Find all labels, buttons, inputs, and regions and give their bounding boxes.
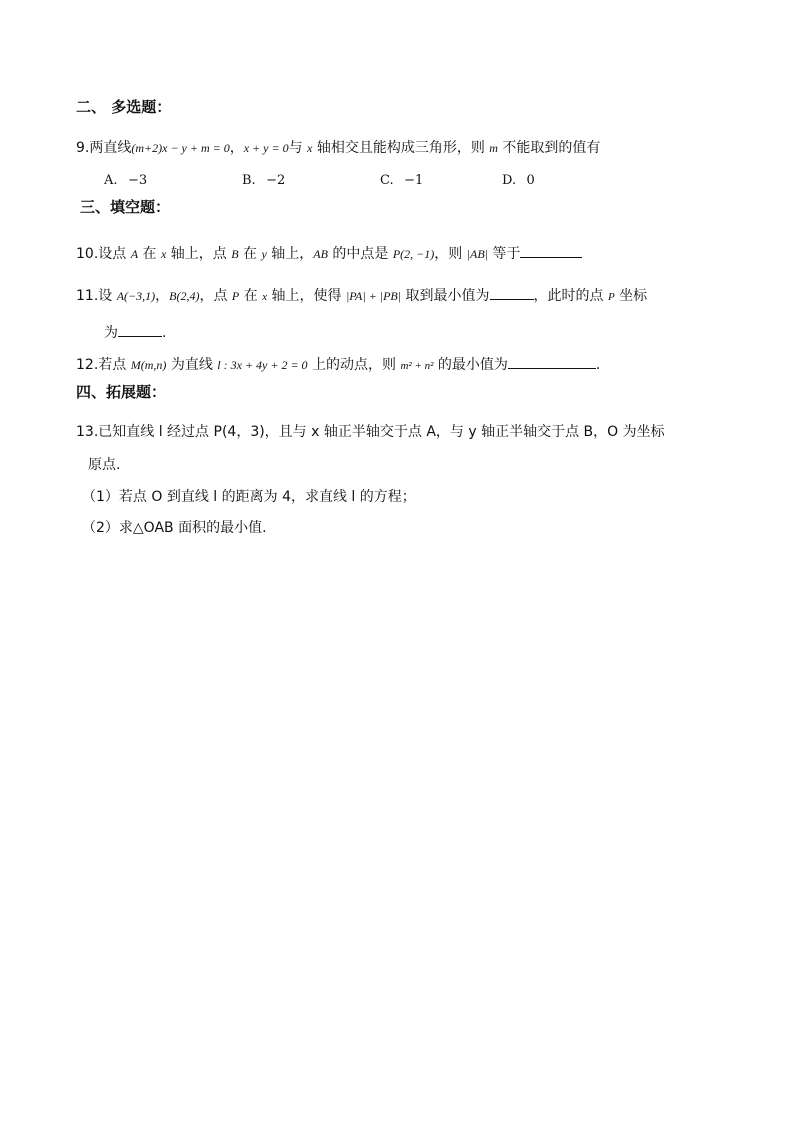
q9-option-c xyxy=(380,170,423,191)
q12-expression: m² + n² xyxy=(400,360,434,372)
q10-var-x: x xyxy=(160,247,167,261)
q12-answer-blank[interactable] xyxy=(508,354,596,369)
q11-var-p-2: P xyxy=(607,291,615,303)
q13-stem: 已知直线 l 经过点 P(4，3)，且与 x 轴正半轴交于点 A，与 y 轴正半轴交于点 B，O 为坐标 xyxy=(98,424,665,440)
option-d-value: 0 xyxy=(526,173,535,188)
q11-sum-expr: |PA| + |PB| xyxy=(345,289,402,303)
q11-text-8: 坐标 xyxy=(614,288,648,304)
q10-answer-blank[interactable] xyxy=(520,243,582,258)
q12-point-m: M(m,n) xyxy=(130,358,167,372)
q12-text-1: 若点 xyxy=(98,357,131,373)
option-c-letter: C. xyxy=(380,173,394,188)
q12-line-equation: l : 3x + 4y + 2 = 0 xyxy=(217,358,308,372)
q10-midpoint-p: P(2, −1) xyxy=(392,247,435,261)
q9-text-4: 轴相交且能构成三角形，则 xyxy=(312,140,490,156)
q11-text-3: ，点 xyxy=(199,288,232,304)
q11-text-10: . xyxy=(162,325,167,341)
q9-equation-1: (m+2)x − y + m = 0 xyxy=(131,141,230,155)
option-a-letter: A. xyxy=(104,173,118,188)
q9-option-d xyxy=(502,170,535,191)
q11-var-p: P xyxy=(231,289,240,303)
section-4-heading: 四、拓展题： xyxy=(76,383,167,401)
section-3-heading: 三、填空题： xyxy=(80,198,171,216)
q10-var-y: y xyxy=(261,247,267,261)
question-11-number: 11. xyxy=(76,288,99,304)
q10-text-5: 轴上， xyxy=(266,246,314,262)
question-9-number: 9. xyxy=(76,140,90,156)
q9-text-1: 两直线 xyxy=(89,140,132,156)
question-13-number: 13. xyxy=(76,424,99,440)
q9-text-5: 不能取到的值有 xyxy=(497,140,601,156)
q11-text-1: 设 xyxy=(98,288,117,304)
q9-text-2: ， xyxy=(229,140,244,156)
question-9 xyxy=(76,138,600,158)
option-c-value: −1 xyxy=(404,173,424,188)
q12-text-2: 为直线 xyxy=(166,357,218,373)
q11-point-b: B(2,4) xyxy=(169,289,200,303)
q9-equation-2: x + y = 0 xyxy=(243,141,289,155)
question-10-number: 10. xyxy=(76,246,99,262)
q11-var-x: x xyxy=(262,291,268,303)
q10-text-1: 设点 xyxy=(98,246,131,262)
q11-min-value-blank[interactable] xyxy=(490,285,534,300)
question-11-line-1 xyxy=(76,285,647,307)
q10-var-b: B xyxy=(231,247,239,261)
question-12-number: 12. xyxy=(76,357,99,373)
question-13-line-2: 原点. xyxy=(88,457,121,473)
q11-text-5: 轴上，使得 xyxy=(267,288,346,304)
q10-var-a: A xyxy=(130,247,139,261)
question-12 xyxy=(76,354,600,376)
q11-text-2: ， xyxy=(155,288,170,304)
question-10 xyxy=(76,243,582,264)
q9-option-b xyxy=(242,170,285,191)
q9-text-3: 与 xyxy=(288,140,308,156)
option-b-letter: B. xyxy=(242,173,256,188)
question-13-part-2: （2）求△OAB 面积的最小值. xyxy=(82,520,267,536)
section-2-heading: 二、 多选题： xyxy=(76,98,172,116)
q11-coordinate-blank[interactable] xyxy=(118,322,162,337)
q10-text-2: 在 xyxy=(138,246,161,262)
q9-option-a xyxy=(104,170,147,191)
q10-segment-ab: AB xyxy=(313,247,328,261)
q11-point-a: A(−3,1) xyxy=(116,289,156,303)
option-a-value: −3 xyxy=(127,173,148,188)
q11-text-9: 为 xyxy=(104,325,118,341)
q9-var-x: x xyxy=(307,141,313,155)
question-13-part-1: （1）若点 O 到直线 l 的距离为 4，求直线 l 的方程； xyxy=(82,489,416,505)
q9-var-m: m xyxy=(489,141,498,155)
q10-abs-ab: |AB| xyxy=(466,247,488,261)
option-b-value: −2 xyxy=(266,173,286,188)
question-13-line-1 xyxy=(76,422,665,442)
q10-text-6: 的中点是 xyxy=(327,246,393,262)
q10-text-8: 等于 xyxy=(487,246,521,262)
q11-text-4: 在 xyxy=(239,288,263,304)
q12-text-3: 上的动点，则 xyxy=(307,357,401,373)
q10-text-3: 轴上，点 xyxy=(166,246,232,262)
q12-text-5: . xyxy=(595,357,601,373)
q11-text-7: ，此时的点 xyxy=(533,288,608,304)
option-d-letter: D. xyxy=(502,173,517,188)
q12-text-4: 的最小值为 xyxy=(433,357,508,373)
q10-text-7: ，则 xyxy=(434,246,467,262)
question-11-line-2 xyxy=(104,322,166,343)
q11-text-6: 取到最小值为 xyxy=(401,288,490,304)
q10-text-4: 在 xyxy=(238,246,262,262)
